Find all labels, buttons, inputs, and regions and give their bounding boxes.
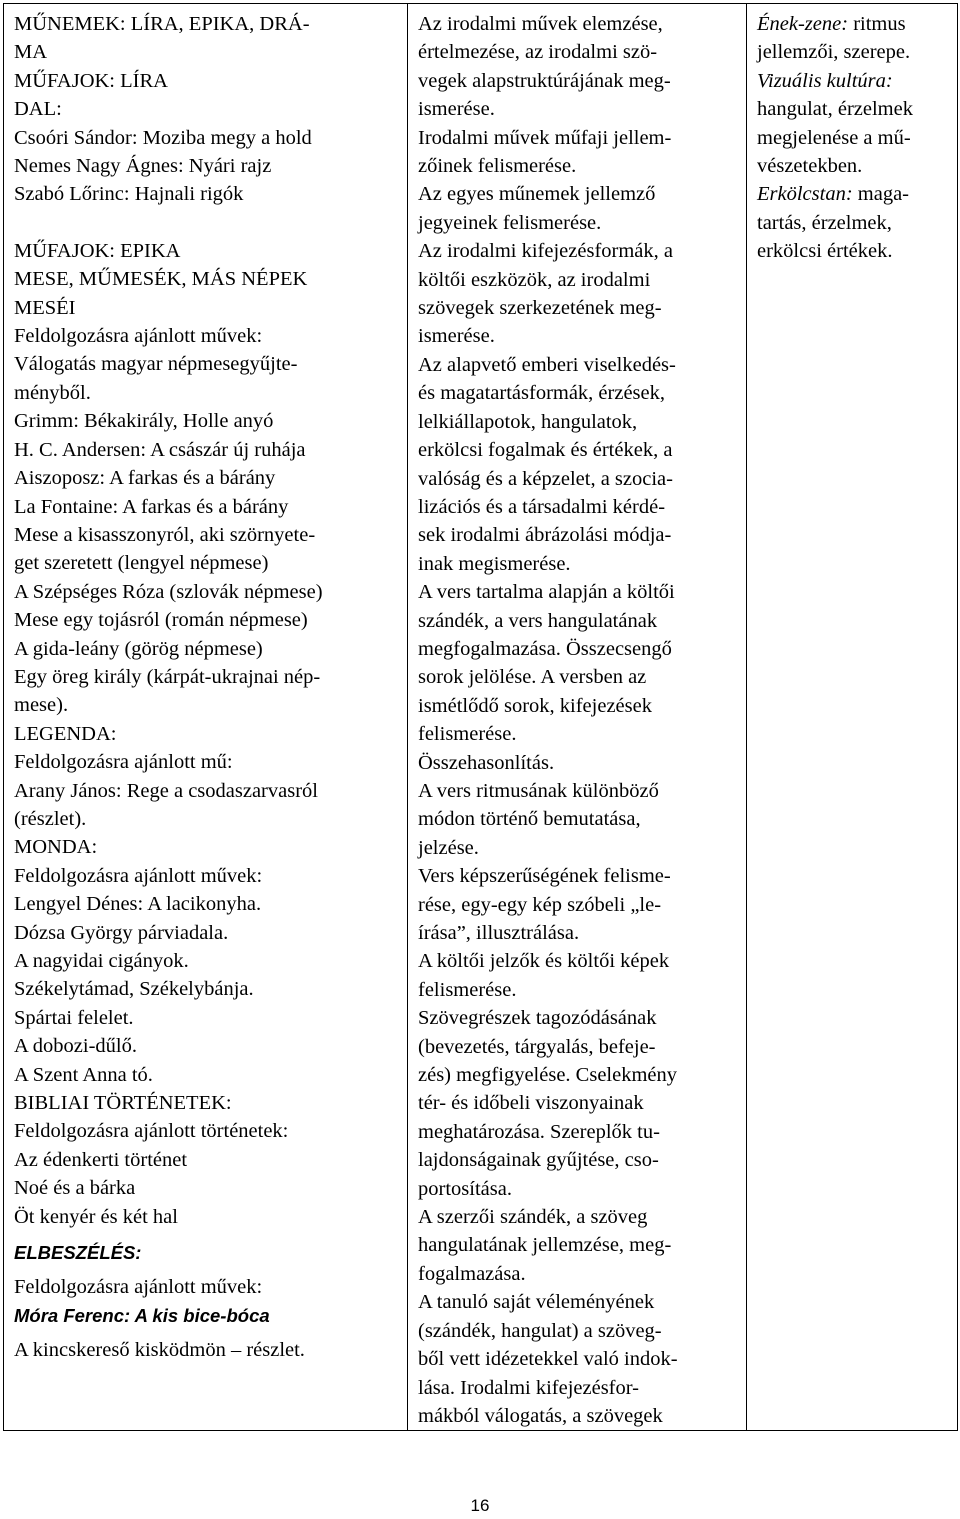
text-line: A nagyidai cigányok. (14, 950, 189, 972)
text-line: MONDA: (14, 836, 98, 859)
text-line: H. C. Andersen: A császár új ruhája (14, 438, 306, 461)
text-line: Feldolgozásra ajánlott történetek: (14, 1120, 289, 1143)
text-line: MŰNEMEK: LÍRA, EPIKA, DRÁ- (14, 13, 310, 35)
text-line: megfogalmazása. Összecsengő (418, 637, 672, 660)
text-line: A vers ritmusának különböző (418, 779, 659, 802)
text-line: Válogatás magyar népmesegyűjte- (14, 353, 298, 376)
text-line: lajdonságainak gyűjtése, cso- (418, 1149, 659, 1172)
goals-lines (418, 10, 736, 1430)
text-line: Irodalmi művek műfaji jellem- (418, 126, 672, 149)
text-line: ismétlődő sorok, kifejezések (418, 694, 652, 717)
elbeszeles-intro: Feldolgozásra ajánlott művek: (14, 1276, 263, 1299)
text-line: (részlet). (14, 807, 87, 830)
text-line: felismerése. (418, 978, 517, 1001)
text-line: A Szent Anna tó. (14, 1063, 153, 1086)
ethics-text-3: erkölcsi értékek. (757, 240, 893, 263)
text-line: Összehasonlítás. (418, 751, 555, 774)
text-line: A gida-leány (görög népmese) (14, 637, 263, 660)
text-line: MESÉI (14, 296, 76, 319)
ethics-text-2: tartás, érzelmek, (757, 211, 892, 234)
mora-title: Móra Ferenc: A kis bice-bóca (14, 1304, 270, 1326)
text-line: ből vett idézetekkel való indok- (418, 1348, 678, 1371)
text-line: Székelytámad, Székelybánja. (14, 978, 254, 1001)
text-line: Dózsa György párviadala. (14, 921, 229, 944)
text-line: ményből. (14, 381, 91, 404)
text-line: mákból válogatás, a szövegek (418, 1404, 663, 1427)
text-line: rése, egy-egy kép szóbeli „le- (418, 893, 662, 916)
text-line: mese). (14, 694, 69, 717)
text-line: tér- és időbeli viszonyainak (418, 1092, 644, 1115)
text-line: A szerzői szándék, a szöveg (418, 1206, 648, 1229)
page-number: 16 (470, 1496, 490, 1515)
text-line: Az édenkerti történet (14, 1148, 188, 1171)
visual-text-3: megjelenése a mű- (757, 126, 911, 149)
text-line: zőinek felismerése. (418, 155, 577, 178)
text-line: A Szépséges Róza (szlovák népmese) (14, 580, 323, 603)
music-text-2: jellemzői, szerepe. (757, 41, 911, 64)
text-line: Noé és a bárka (14, 1177, 136, 1200)
text-line: módon történő bemutatása, (418, 808, 641, 831)
text-line: Vers képszerűségének felisme- (418, 865, 671, 888)
text-line: ismerése. (418, 98, 495, 121)
text-line: zés) megfigyelése. Cselekmény (418, 1064, 678, 1087)
connection-visual (757, 67, 947, 181)
text-line: meghatározása. Szereplők tu- (418, 1120, 660, 1143)
text-line: portosítása. (418, 1177, 512, 1200)
text-line: A tanuló saját véleményének (418, 1291, 655, 1314)
text-line: DAL: (14, 98, 62, 121)
curriculum-table (3, 3, 958, 1431)
text-line: Feldolgozásra ajánlott művek: (14, 864, 263, 887)
text-line: Az irodalmi művek elemzése, (418, 13, 663, 35)
text-line: Spártai felelet. (14, 1006, 134, 1029)
text-line: Csoóri Sándor: Moziba megy a hold (14, 126, 312, 149)
text-line: erkölcsi fogalmak és értékek, a (418, 439, 673, 462)
text-line: A költői jelzők és költői képek (418, 950, 670, 973)
text-line: lelkiállapotok, hangulatok, (418, 410, 638, 433)
connection-music (757, 10, 947, 67)
text-line: MŰFAJOK: EPIKA (14, 239, 181, 262)
text-line: Öt kenyér és két hal (14, 1205, 178, 1228)
ethics-label: Erkölcstan: (757, 183, 853, 206)
ethics-text-1: maga- (852, 183, 910, 206)
text-line: értelmezése, az irodalmi szö- (418, 41, 658, 64)
text-line: Az irodalmi kifejezésformák, a (418, 240, 673, 263)
text-line: get szeretett (lengyel népmese) (14, 552, 269, 575)
text-line: Az alapvető emberi viselkedés- (418, 353, 676, 376)
text-line: Feldolgozásra ajánlott művek: (14, 325, 263, 348)
text-line: Aiszoposz: A farkas és a bárány (14, 467, 276, 490)
text-line: Mese a kisasszonyról, aki szörnyete- (14, 523, 316, 546)
table-row (4, 4, 958, 1431)
text-line: írása”, illusztrálása. (418, 922, 580, 944)
text-line: MESE, MŰMESÉK, MÁS NÉPEK (14, 268, 308, 291)
text-line: MŰFAJOK: LÍRA (14, 69, 168, 92)
text-line: Lengyel Dénes: A lacikonyha. (14, 893, 262, 916)
text-line: fogalmazása. (418, 1262, 526, 1285)
visual-text-4: vészetekben. (757, 155, 863, 178)
text-line: Grimm: Békakirály, Holle anyó (14, 410, 274, 433)
text-line: szövegek szerkezetének meg- (418, 297, 662, 320)
visual-label: Vizuális kultúra: (757, 69, 893, 92)
spacer (14, 209, 397, 237)
text-line: A vers tartalma alapján a költői (418, 581, 675, 604)
text-line: ismerése. (418, 325, 495, 348)
text-line: Szövegrészek tagozódásának (418, 1007, 657, 1030)
text-line: MA (14, 41, 48, 64)
text-line: jelzése. (418, 836, 479, 859)
text-line: LEGENDA: (14, 722, 117, 745)
elbeszeles-heading: ELBESZÉLÉS: (14, 1242, 142, 1264)
text-line: felismerése. (418, 723, 517, 746)
text-line: lizációs és a társadalmi kérdé- (418, 495, 666, 518)
text-line: költői eszközök, az irodalmi (418, 268, 651, 291)
text-line: sorok jelölése. A versben az (418, 666, 647, 689)
text-line: és magatartásformák, érzések, (418, 382, 666, 405)
text-line: jegyeinek felismerése. (418, 211, 602, 234)
text-line: (szándék, hangulat) a szöveg- (418, 1319, 662, 1342)
text-line: La Fontaine: A farkas és a bárány (14, 495, 289, 518)
text-line: Szabó Lőrinc: Hajnali rigók (14, 183, 244, 206)
text-line: Az egyes műnemek jellemző (418, 183, 656, 206)
text-line: vegek alapstruktúrájának meg- (418, 69, 671, 92)
visual-text-2: hangulat, érzelmek (757, 98, 913, 121)
connection-ethics (757, 180, 947, 265)
text-line: (bevezetés, tárgyalás, befeje- (418, 1035, 656, 1058)
music-text-1: ritmus (848, 13, 906, 35)
connections-column (747, 4, 958, 1431)
text-line: inak megismerése. (418, 552, 571, 575)
text-line: BIBLIAI TÖRTÉNETEK: (14, 1092, 232, 1115)
text-line: szándék, a vers hangulatának (418, 609, 658, 632)
text-line: lása. Irodalmi kifejezésfor- (418, 1376, 639, 1399)
text-line: valóság és a képzelet, a szocia- (418, 467, 673, 490)
text-line: Nemes Nagy Ágnes: Nyári rajz (14, 155, 272, 178)
text-line: Egy öreg király (kárpát-ukrajnai nép- (14, 665, 321, 688)
text-line: sek irodalmi ábrázolási módja- (418, 524, 672, 547)
content-column (4, 4, 408, 1431)
text-line: A dobozi-dűlő. (14, 1035, 137, 1058)
text-line: Feldolgozásra ajánlott mű: (14, 751, 233, 774)
last-line: A kincskereső kisködmön – részlet. (14, 1339, 305, 1362)
goals-column (408, 4, 747, 1431)
text-line: Arany János: Rege a csodaszarvasról (14, 779, 318, 802)
text-line: hangulatának jellemzése, meg- (418, 1234, 672, 1257)
content-lines (14, 10, 397, 1231)
text-line: Mese egy tojásról (román népmese) (14, 609, 308, 632)
music-label: Ének-zene: (757, 13, 849, 35)
